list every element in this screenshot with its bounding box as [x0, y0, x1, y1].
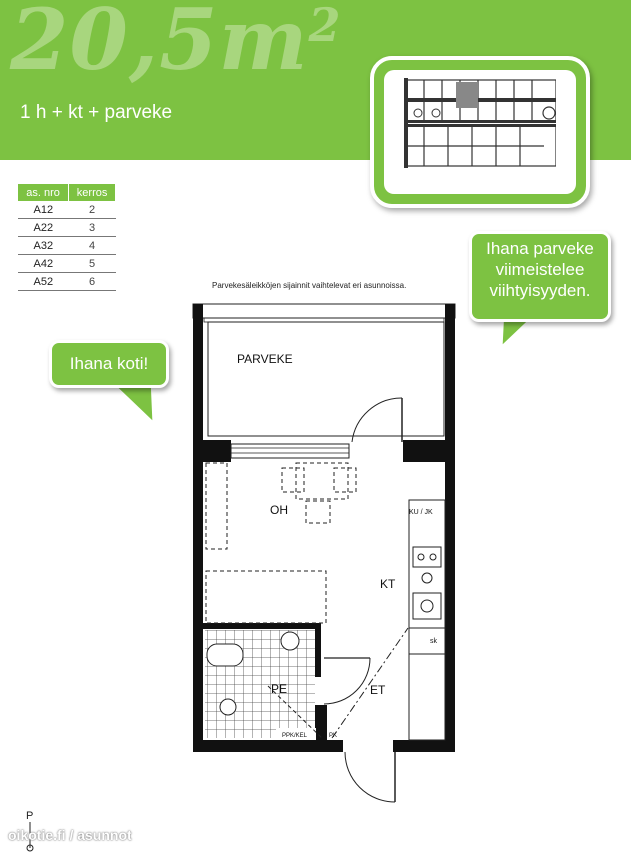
apartment-number-cell: A32: [18, 237, 69, 255]
area-superscript: 2: [308, 0, 342, 52]
room-label-kitchen: KT: [380, 577, 396, 591]
speech-bubble-home: Ihana koti!: [49, 340, 169, 388]
room-label-balcony: PARVEKE: [237, 352, 293, 366]
apartment-number-cell: A12: [18, 201, 69, 219]
floor-cell: 5: [69, 255, 116, 273]
footer-watermark: oikotie.fi / asunnot: [8, 827, 132, 843]
washer-label: PPK/KEL: [282, 733, 308, 739]
wardrobe-label: PK: [329, 733, 338, 739]
apartment-number-cell: A22: [18, 219, 69, 237]
column-header: as. nro: [18, 184, 69, 201]
column-header: kerros: [69, 184, 116, 201]
bubble-line: viihtyisyyden.: [489, 281, 591, 300]
room-label-bath: PE: [271, 682, 288, 696]
fridge-label: KU / JK: [409, 509, 433, 516]
north-label: P: [26, 810, 34, 822]
bubble-line: Ihana parveke: [486, 239, 594, 258]
apartment-number-cell: A42: [18, 255, 69, 273]
apartment-number-cell: A52: [18, 273, 69, 291]
closet-label: sk: [430, 638, 437, 645]
room-label-hall: ET: [370, 683, 386, 697]
entry-door: [345, 752, 395, 802]
room-label-living: OH: [270, 503, 288, 517]
balcony-door: [352, 398, 402, 442]
floor-cell: 6: [69, 273, 116, 291]
apartment-type: 1 h + kt + parveke: [20, 102, 173, 123]
floor-cell: 2: [69, 201, 116, 219]
floor-cell: 3: [69, 219, 116, 237]
balcony-area: [193, 304, 455, 454]
bubble-line: viimeistelee: [495, 260, 585, 279]
floor-cell: 4: [69, 237, 116, 255]
bathroom-door: [324, 658, 370, 704]
area-number: 20,5m: [10, 0, 309, 89]
balcony-grille-note: Parvekesäleikköjen sijainnit vaihtelevat eri asunnoissa.: [212, 281, 407, 290]
